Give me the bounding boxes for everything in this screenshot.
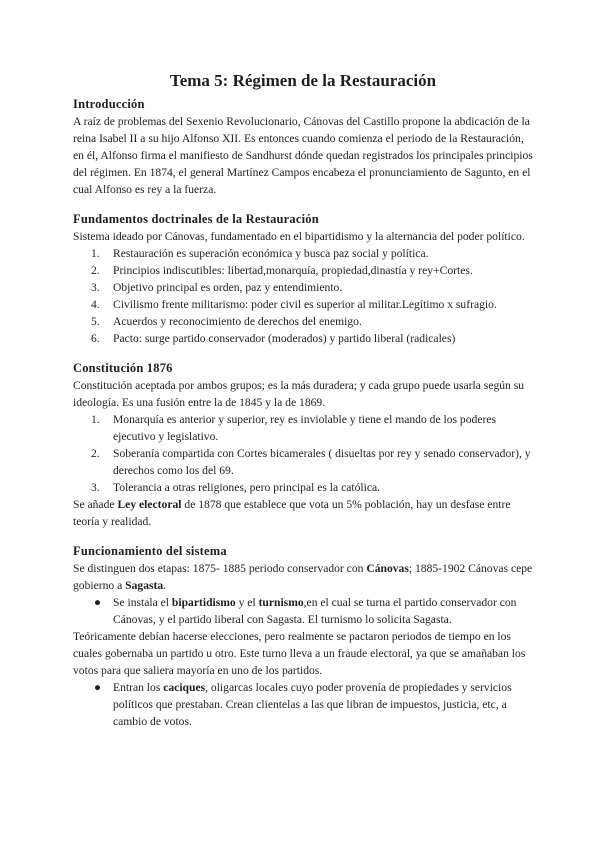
constitucion-list: [73, 411, 533, 496]
intro-paragraph: A raíz de problemas del Sexenio Revolucionario, Cánovas del Castillo propone la abdicación de la reina Isabel II a su hijo Alfonso XII. Es entonces cuando comienza el periodo de la Restauración, en él, Alfonso firma el manifiesto de Sandhurst dónde quedan registrados los principales principios del régimen. En 1874, el general Martínez Campos encabeza el pronunciamiento de Sagunto, en el cual Alfonso es rey a la fuerza.: [73, 115, 533, 196]
list-item: 3. Tolerancia a otras religiones, pero principal es la católica.: [91, 481, 381, 494]
list-item: 1. Restauración es superación económica y busca paz social y política.: [91, 247, 429, 260]
list-item: 5. Acuerdos y reconocimiento de derechos del enemigo.: [91, 315, 362, 328]
list-item: 4. Civilismo frente militarismo: poder civil es superior al militar.Legítimo x sufragio.: [91, 298, 497, 311]
section-heading-funcionamiento: Funcionamiento del sistema: [73, 544, 227, 558]
bullet-icon: ●: [94, 681, 102, 694]
list-item: 1. Monarquía es anterior y superior, rey es inviolable y tiene el mando de los poderes ejecutivo y legislativo.: [91, 413, 496, 443]
funcionamiento-bullets-1: [73, 594, 533, 628]
fundamentos-list: [73, 245, 533, 347]
page-title: Tema 5: Régimen de la Restauración: [169, 71, 437, 90]
list-item: ● Entran los caciques, oligarcas locales cuyo poder provenía de propiedades y servicios políticos que prestaban. Crean clientelas a las que libran de impuestos, justicia, etc, a cambio de votos.: [94, 681, 512, 728]
list-item: 3. Objetivo principal es orden, paz y entendimiento.: [91, 281, 343, 294]
list-item: 6. Pacto: surge partido conservador (moderados) y partido liberal (radicales): [91, 332, 456, 345]
funcionamiento-bullets-2: [73, 679, 533, 730]
section-heading-fundamentos: Fundamentos doctrinales de la Restauración: [73, 212, 319, 226]
list-item: 2. Soberanía compartida con Cortes bicamerales ( disueltas por rey y senado conservador), y derechos como los del 69.: [91, 447, 531, 477]
list-item: 2. Principios indiscutibles: libertad,monarquía, propiedad,dinastía y rey+Cortes.: [91, 264, 473, 277]
section-heading-constitucion: Constitución 1876: [73, 361, 173, 375]
fundamentos-paragraph: Sistema ideado por Cánovas, fundamentado en el bipartidismo y la alternancia del poder político.: [73, 230, 525, 243]
funcionamiento-paragraph-2: Teóricamente debían hacerse elecciones, pero realmente se pactaron periodos de tiempo en los cuales gobernaba un partido u otro. Este turno lleva a un fraude electoral, ya que se amañaban los votos para que saliera mayoría en uno de los partidos.: [73, 630, 526, 677]
bullet-icon: ●: [94, 596, 102, 609]
funcionamiento-paragraph-1: Se distinguen dos etapas: 1875- 1885 periodo conservador con Cánovas; 1885-1902 Cánovas cepe gobierno a Sagasta.: [73, 562, 533, 592]
list-item: ● Se instala el bipartidismo y el turnismo,en el cual se turna el partido conservador con Cánovas, y el partido liberal con Sagasta. El turnismo lo solicita Sagasta.: [94, 596, 517, 626]
ley-electoral-paragraph: Se añade Ley electoral de 1878 que establece que vota un 5% población, hay un desfase entre teoría y realidad.: [73, 498, 511, 528]
constitucion-paragraph: Constitución aceptada por ambos grupos; es la más duradera; y cada grupo puede usarla según su ideología. Es una fusión entre la de 1845 y la de 1869.: [73, 379, 525, 409]
section-heading-intro: Introducción: [73, 97, 145, 111]
document-page: [73, 70, 533, 730]
